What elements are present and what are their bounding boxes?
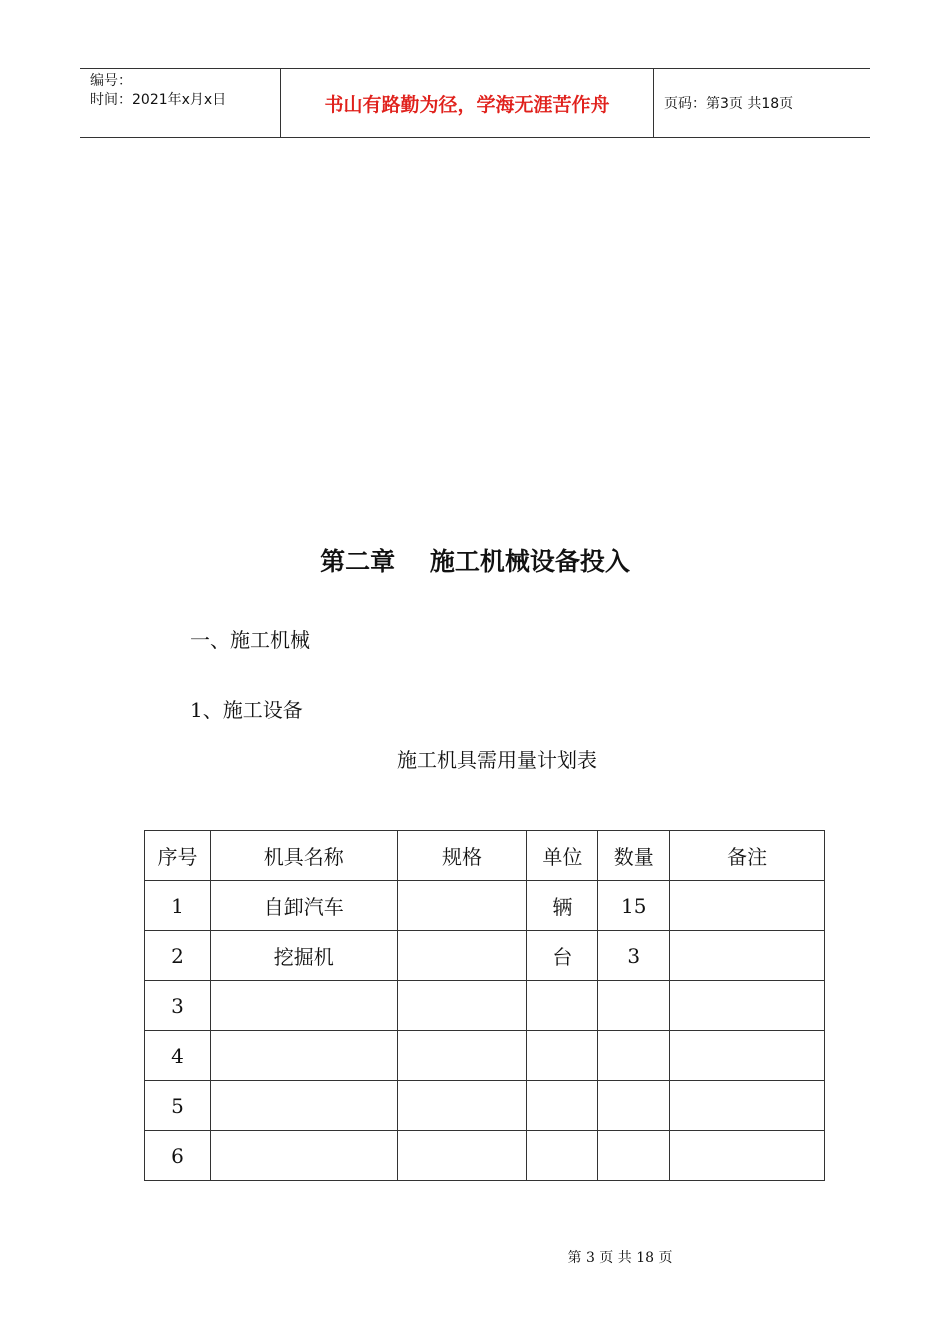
column-header-index: 序号 <box>145 831 211 881</box>
table-cell-spec <box>397 1131 527 1181</box>
table-cell-spec <box>397 1081 527 1131</box>
table-cell-remarks <box>670 1031 825 1081</box>
section-heading-machinery: 一、施工机械 <box>190 628 310 652</box>
equipment-plan-table <box>144 830 825 1181</box>
table-cell-unit <box>527 1131 598 1181</box>
page-footer: 第 3 页 共 18 页 <box>567 1250 673 1266</box>
table-cell-quantity: 15 <box>598 881 670 931</box>
header-meta <box>80 69 281 137</box>
table-cell-quantity <box>598 1131 670 1181</box>
table-cell-index: 6 <box>145 1131 211 1181</box>
table-cell-quantity <box>598 981 670 1031</box>
table-cell-spec <box>397 931 527 981</box>
table-cell-unit: 台 <box>527 931 598 981</box>
column-header-quantity: 数量 <box>598 831 670 881</box>
table-row <box>145 981 825 1031</box>
table-cell-name <box>210 1131 397 1181</box>
column-header-spec: 规格 <box>397 831 527 881</box>
table-cell-name: 挖掘机 <box>210 931 397 981</box>
table-cell-remarks <box>670 981 825 1031</box>
table-cell-remarks <box>670 881 825 931</box>
table-row <box>145 881 825 931</box>
table-cell-quantity <box>598 1081 670 1131</box>
table-caption: 施工机具需用量计划表 <box>397 748 597 772</box>
table-row <box>145 1031 825 1081</box>
table-cell-index: 3 <box>145 981 211 1031</box>
table-cell-unit <box>527 1031 598 1081</box>
table-cell-spec <box>397 1031 527 1081</box>
table-cell-unit <box>527 1081 598 1131</box>
table-cell-quantity <box>598 1031 670 1081</box>
table-row <box>145 1131 825 1181</box>
document-time-label: 时间：2021年x月x日 <box>90 92 227 108</box>
table-header-row <box>145 831 825 881</box>
column-header-name: 机具名称 <box>210 831 397 881</box>
column-header-remarks: 备注 <box>670 831 825 881</box>
table-cell-quantity: 3 <box>598 931 670 981</box>
header-page-code: 页码：第3页 共18页 <box>664 96 794 112</box>
table-cell-name <box>210 1081 397 1131</box>
table-cell-index: 4 <box>145 1031 211 1081</box>
table-cell-name: 自卸汽车 <box>210 881 397 931</box>
table-row <box>145 931 825 981</box>
table-cell-unit: 辆 <box>527 881 598 931</box>
table-cell-index: 5 <box>145 1081 211 1131</box>
header-motto: 书山有路勤为径，学海无涯苦作舟 <box>281 69 654 137</box>
table-cell-remarks <box>670 1131 825 1181</box>
table-cell-unit <box>527 981 598 1031</box>
page-header <box>80 68 870 138</box>
table-cell-remarks <box>670 931 825 981</box>
subsection-heading-equipment: 1、施工设备 <box>190 698 303 722</box>
table-cell-name <box>210 981 397 1031</box>
table-cell-spec <box>397 881 527 931</box>
table-cell-name <box>210 1031 397 1081</box>
column-header-unit: 单位 <box>527 831 598 881</box>
chapter-title: 第二章 施工机械设备投入 <box>320 547 630 576</box>
table-cell-spec <box>397 981 527 1031</box>
table-cell-index: 1 <box>145 881 211 931</box>
table-cell-index: 2 <box>145 931 211 981</box>
table-cell-remarks <box>670 1081 825 1131</box>
document-number-label: 编号： <box>90 73 132 89</box>
table-row <box>145 1081 825 1131</box>
